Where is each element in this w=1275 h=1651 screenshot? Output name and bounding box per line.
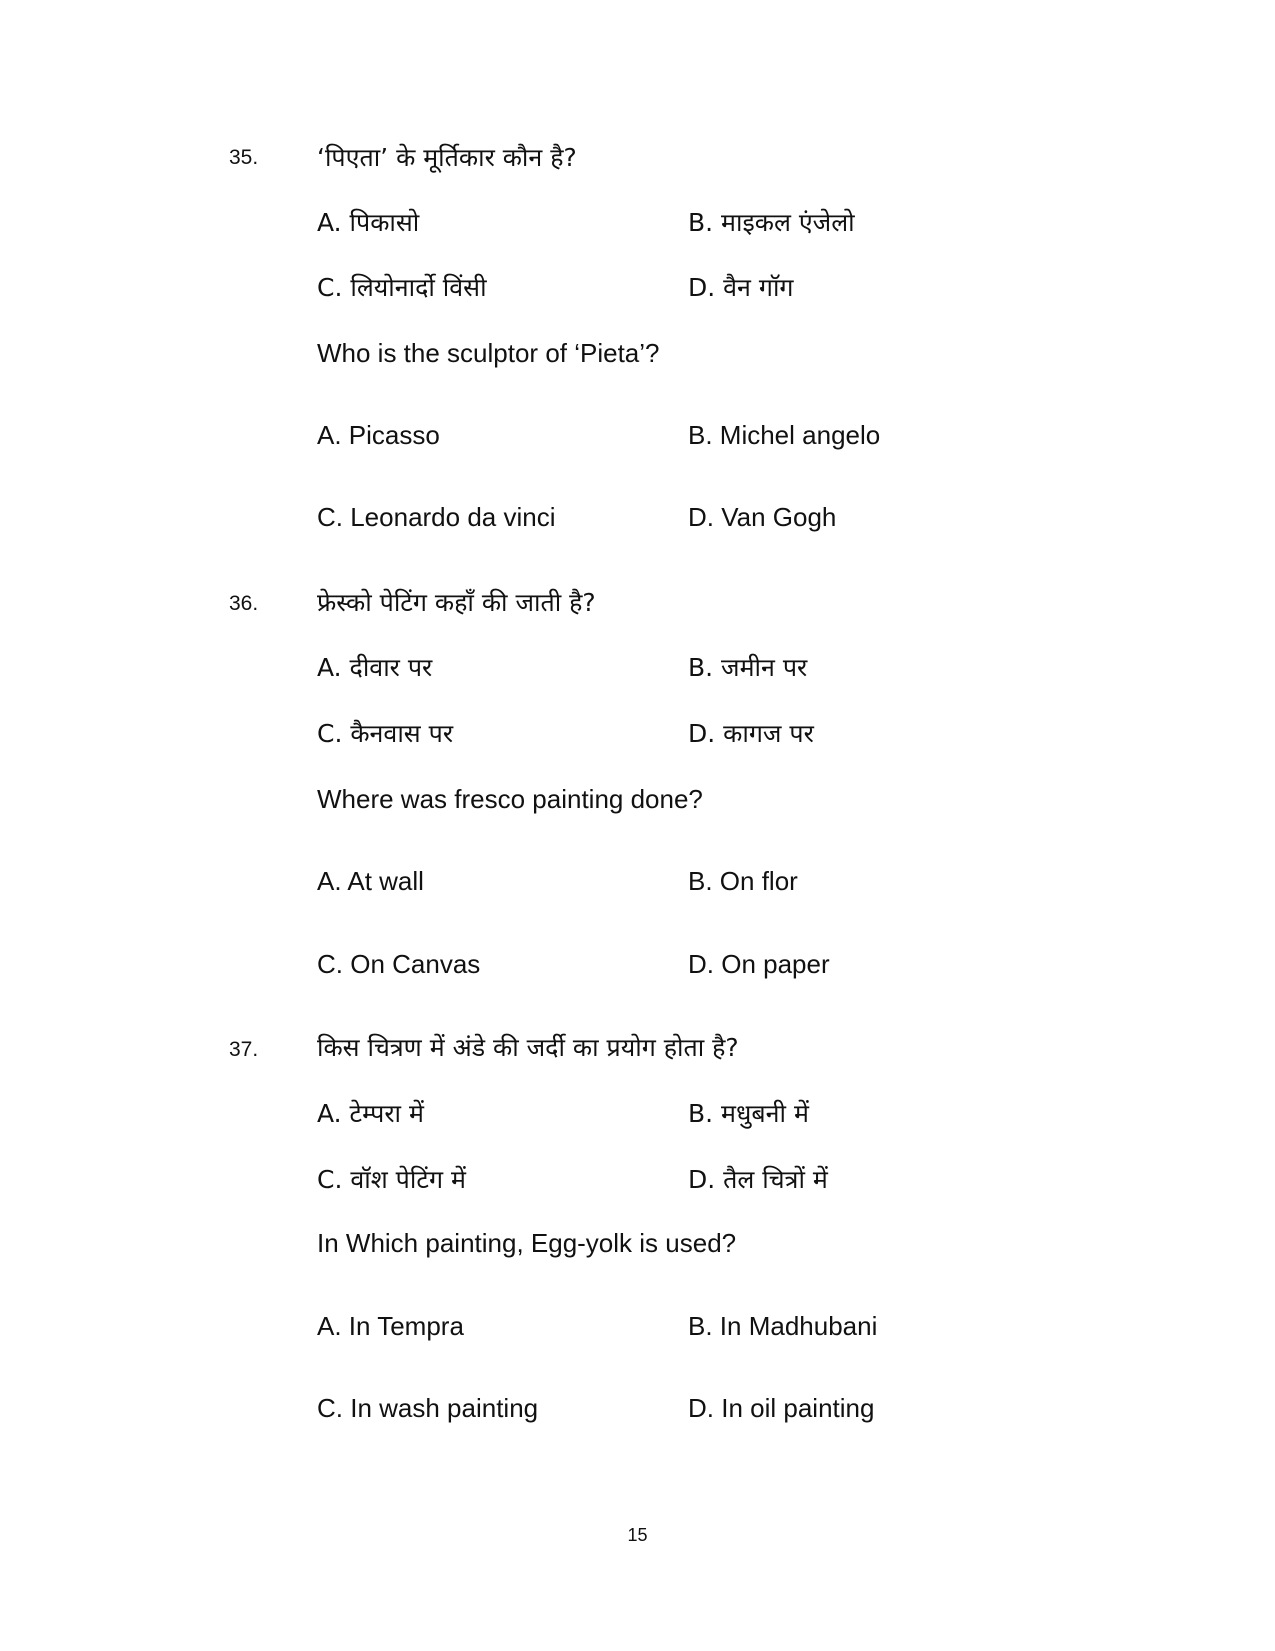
option-d-english: D. In oil painting bbox=[688, 1393, 875, 1423]
option-c-english: C. In wash painting bbox=[317, 1393, 539, 1423]
question-number: 36. bbox=[229, 592, 259, 615]
page-number: 15 bbox=[627, 1525, 648, 1545]
option-d-hindi: D. कागज पर bbox=[688, 719, 814, 748]
option-c-english: C. On Canvas bbox=[317, 949, 481, 979]
option-b-english: B. On flor bbox=[688, 866, 798, 896]
question-text-english: Who is the sculptor of ‘Pieta’? bbox=[317, 338, 660, 368]
question-text-hindi: किस चित्रण में अंडे की जर्दी का प्रयोग होता है? bbox=[317, 1033, 739, 1062]
option-b-english: B. Michel angelo bbox=[688, 420, 881, 450]
question-number: 35. bbox=[229, 146, 259, 169]
option-d-hindi: D. वैन गॉग bbox=[688, 273, 794, 302]
question-text-hindi: ‘पिएता’ के मूर्तिकार कौन है? bbox=[317, 143, 577, 172]
question-number: 37. bbox=[229, 1038, 259, 1061]
question-text-english: Where was fresco painting done? bbox=[317, 784, 703, 814]
option-d-english: D. On paper bbox=[688, 949, 830, 979]
option-c-english: C. Leonardo da vinci bbox=[317, 502, 556, 532]
option-a-english: A. At wall bbox=[317, 866, 424, 896]
option-b-english: B. In Madhubani bbox=[688, 1311, 878, 1341]
option-c-hindi: C. वॉश पेटिंग में bbox=[317, 1165, 466, 1194]
option-a-hindi: A. दीवार पर bbox=[317, 653, 433, 682]
option-c-hindi: C. कैनवास पर bbox=[317, 719, 454, 748]
option-a-hindi: A. पिकासो bbox=[317, 208, 420, 237]
option-d-english: D. Van Gogh bbox=[688, 502, 837, 532]
option-b-hindi: B. जमीन पर bbox=[688, 653, 808, 682]
option-d-hindi: D. तैल चित्रों में bbox=[688, 1165, 828, 1194]
question-text-hindi: फ्रेस्को पेटिंग कहाँ की जाती है? bbox=[317, 588, 596, 617]
option-b-hindi: B. मधुबनी में bbox=[688, 1099, 809, 1128]
option-a-english: A. In Tempra bbox=[317, 1311, 464, 1341]
option-a-hindi: A. टेम्परा में bbox=[317, 1099, 424, 1128]
option-b-hindi: B. माइकल एंजेलो bbox=[688, 208, 855, 237]
option-a-english: A. Picasso bbox=[317, 420, 440, 450]
option-c-hindi: C. लियोनार्दो विंसी bbox=[317, 273, 487, 302]
question-text-english: In Which painting, Egg-yolk is used? bbox=[317, 1228, 737, 1258]
